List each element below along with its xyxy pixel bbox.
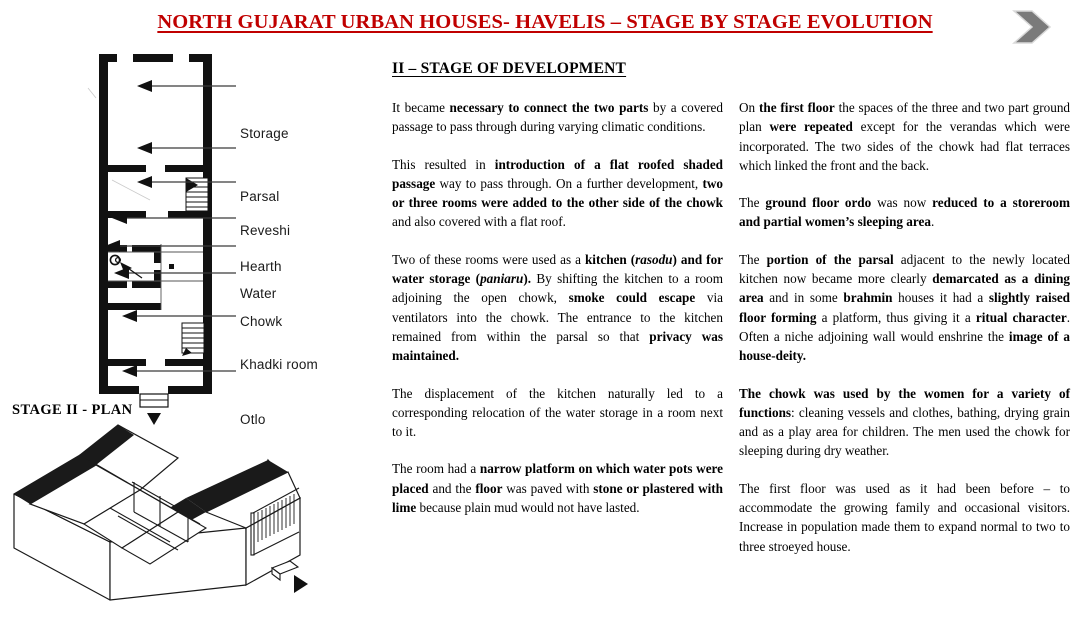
isometric-house-drawing (0, 420, 340, 620)
paragraph: The displacement of the kitchen naturally led to a corresponding relocation of the water storage in a room next to it. (392, 385, 723, 440)
entry-direction-marker (294, 575, 308, 593)
plan-label-reveshi: Reveshi (240, 223, 291, 238)
chevron-right-icon[interactable] (1000, 6, 1062, 48)
plan-label-otlo: Otlo (240, 412, 266, 427)
paragraph: The chowk was used by the women for a variety of functions: cleaning vessels and clothes, bathing, drying grain and as a play area for children. The men used the chowk for sleeping during dry weather. (739, 385, 1070, 459)
floor-plan-drawing (0, 48, 372, 438)
figure-caption: STAGE II - PLAN (12, 402, 133, 418)
text-column-left (392, 98, 723, 535)
paragraph: The first floor was used as it had been before – to accommodate the growing family and occasional visitors. Increase in population made them to expand normal to two to three stroeyed house. (739, 480, 1070, 554)
plan-label-chowk: Chowk (240, 314, 283, 329)
plan-label-water: Water (240, 286, 277, 301)
paragraph: Two of these rooms were used as a kitchen (rasodu) and for water storage (paniaru). By shifting the kitchen to a room adjoining the open chowk, smoke could escape via ventilators into the chowk. The entrance to the kitchen remained from within the parsal so that privacy was maintained. (392, 251, 724, 364)
section-heading: II – STAGE OF DEVELOPMENT (392, 60, 627, 77)
plan-label-khadki-room: Khadki room (240, 357, 318, 372)
stage-ii-plan-figure (0, 48, 372, 438)
page-title: NORTH GUJARAT URBAN HOUSES- HAVELIS – STAGE BY STAGE EVOLUTION (157, 11, 933, 33)
plan-label-storage: Storage (240, 126, 289, 141)
hearth-symbol (110, 255, 120, 264)
paragraph: This resulted in introduction of a flat roofed shaded passage way to pass through. On a further development, two or three rooms were added to the other side of the chowk and also covered with a flat roof. (392, 156, 724, 230)
paragraph: The room had a narrow platform on which water pots were placed and the floor was paved with stone or plastered with lime because plain mud would not have lasted. (392, 461, 724, 516)
text-column-right (739, 98, 1070, 574)
stage-ii-isometric-figure (0, 420, 340, 620)
paragraph: The ground floor ordo was now reduced to a storeroom and partial women’s sleeping area. (739, 195, 1070, 230)
article-text (392, 60, 1070, 620)
paragraph: The portion of the parsal adjacent to the newly located kitchen now became more clearly demarcated as a dining area and in some brahmin houses it had a slightly raised floor forming a platform, thus giving it a ritual character. Often a niche adjoining wall would enshrine the image of a house-deity. (739, 251, 1071, 364)
title-bar (0, 0, 1080, 48)
paragraph: On the first floor the spaces of the three and two part ground plan were repeated except for the verandas which were incorporated. The two sides of the chowk had flat terraces which linked the front and the back. (739, 100, 1071, 173)
plan-label-hearth: Hearth (240, 259, 282, 274)
paragraph: It became necessary to connect the two parts by a covered passage to pass through during varying climatic conditions. (392, 100, 723, 135)
plan-label-parsal: Parsal (240, 189, 280, 204)
